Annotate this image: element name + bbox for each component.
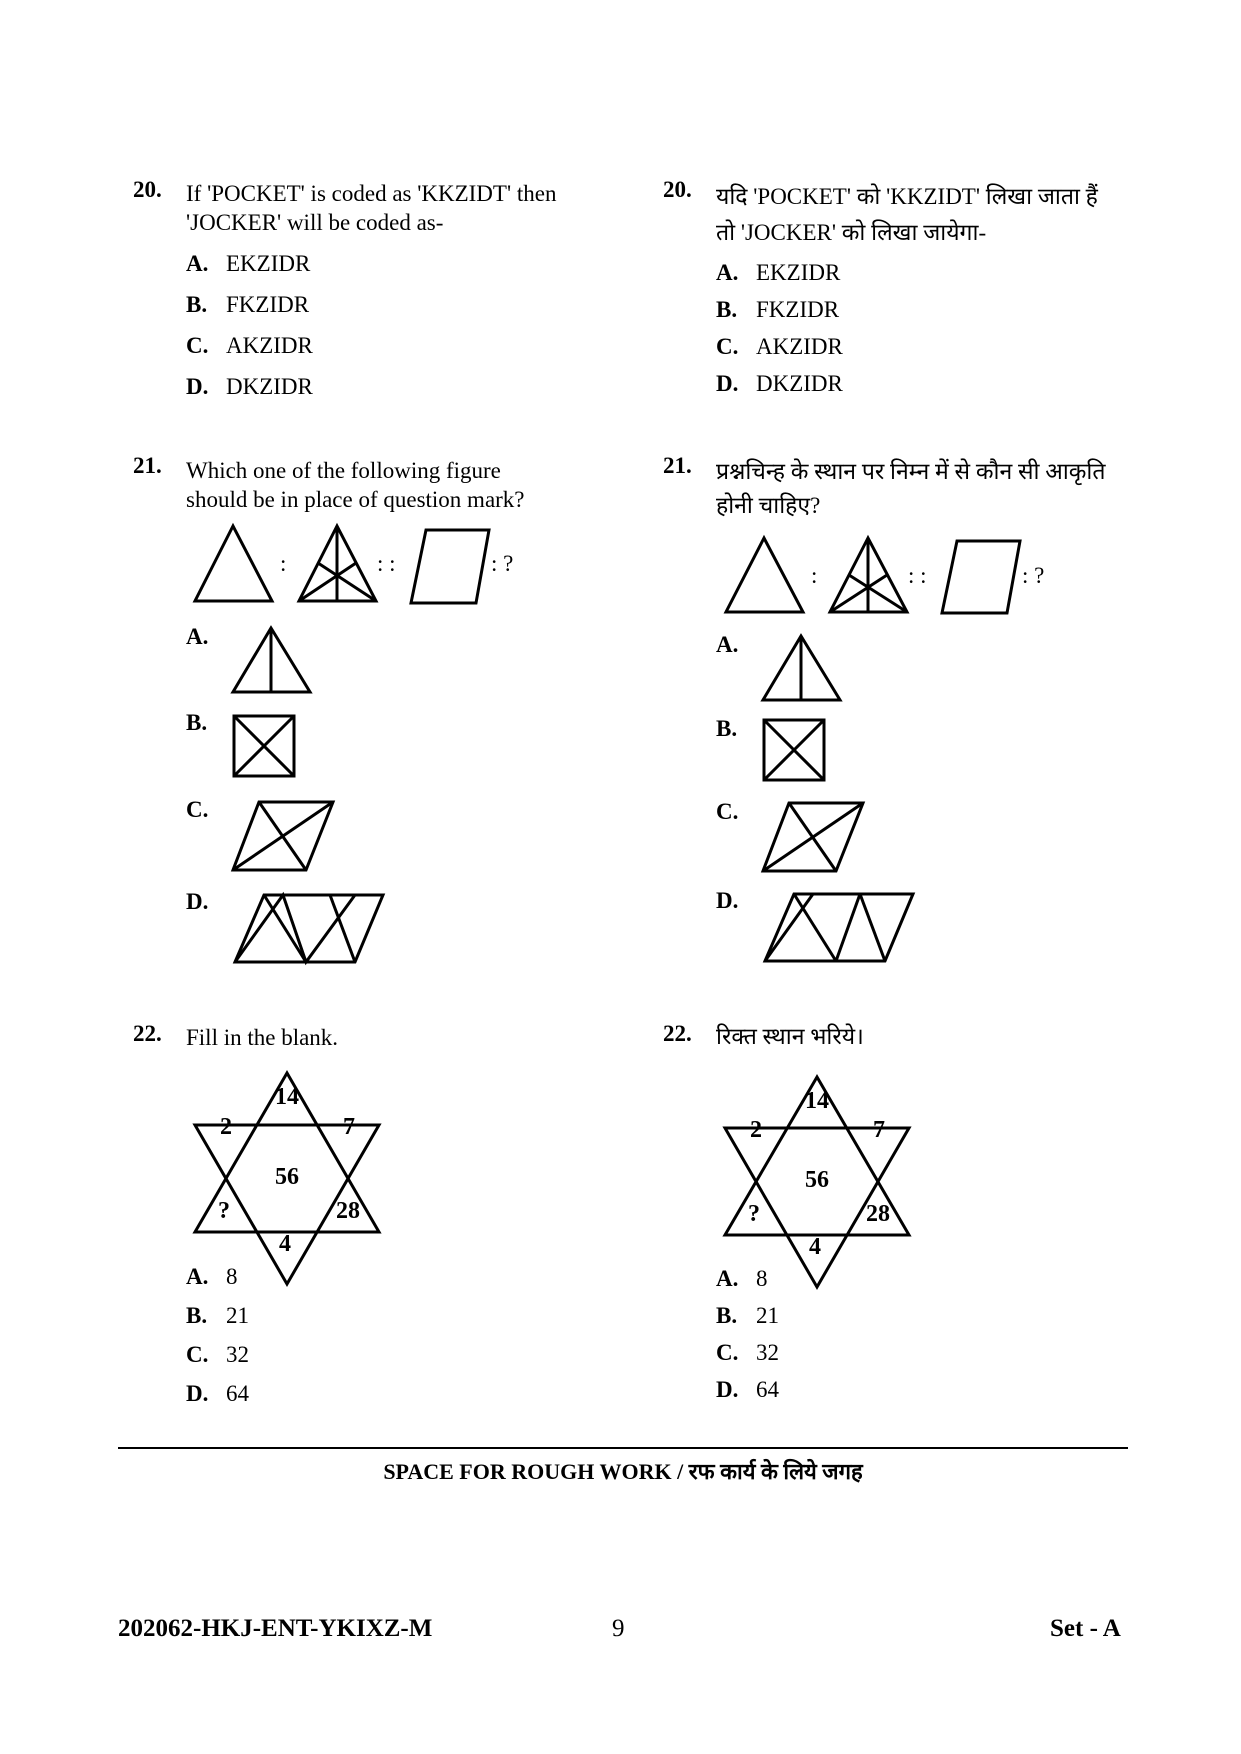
- q22-option-b-en: B. 21: [186, 1303, 249, 1328]
- q20-hi-line2: तो 'JOCKER' को लिखा जायेगा-: [716, 220, 987, 245]
- q21-colon-en: :: [280, 551, 287, 576]
- q20-text-line1: If 'POCKET' is coded as 'KKZIDT' then: [186, 181, 557, 206]
- q21-text-line2: should be in place of question mark?: [186, 487, 525, 512]
- q21-option-b-label-en: B.: [186, 710, 208, 735]
- q21-question-mark-hi: : ?: [1022, 563, 1045, 588]
- q21-question-mark-en: : ?: [491, 551, 514, 576]
- svg-text:2: 2: [750, 1117, 762, 1143]
- svg-text:14: 14: [805, 1088, 829, 1114]
- q22-number-en: 22.: [133, 1021, 162, 1046]
- q20-number-hi: 20.: [663, 177, 692, 202]
- q22-option-b-hi: B. 21: [716, 1303, 779, 1328]
- svg-text:28: 28: [866, 1201, 890, 1227]
- q20-question-hi: [716, 179, 1098, 251]
- option-d-figure-hi: [765, 894, 913, 961]
- q20-number-en: 20.: [133, 177, 162, 202]
- analogy-parallelogram: [411, 530, 489, 603]
- q21-option-c-label-hi: C.: [716, 799, 739, 824]
- q22-option-d-hi: D. 64: [716, 1377, 779, 1402]
- q21-question-hi: [716, 455, 1105, 523]
- star-bottom: 4: [279, 1231, 291, 1257]
- q21-option-b-label-hi: B.: [716, 716, 738, 741]
- q20-option-c-en: C. AKZIDR: [186, 333, 313, 358]
- footer-code: 202062-HKJ-ENT-YKIXZ-M: [118, 1615, 433, 1642]
- q21-option-c-label-en: C.: [186, 797, 209, 822]
- svg-text:?: ?: [748, 1201, 760, 1227]
- q20-hi-line1: यदि 'POCKET' को 'KKZIDT' लिखा जाता हैं: [716, 184, 1098, 209]
- q21-question-en: [186, 456, 525, 514]
- star-center: 56: [275, 1164, 299, 1190]
- svg-text:56: 56: [805, 1167, 829, 1193]
- svg-text:4: 4: [809, 1234, 821, 1260]
- q20-option-d-hi: D. DKZIDR: [716, 371, 843, 396]
- star-lower-right: 28: [336, 1198, 360, 1224]
- q20-option-a-en: A. EKZIDR: [186, 251, 311, 276]
- q22-option-c-hi: C. 32: [716, 1340, 779, 1365]
- footer-set: Set - A: [1050, 1615, 1121, 1642]
- q20-option-a-hi: A. EKZIDR: [716, 260, 841, 285]
- star-lower-left: ?: [218, 1198, 230, 1224]
- star-top: 14: [275, 1084, 299, 1110]
- q20-option-d-en: D. DKZIDR: [186, 374, 313, 399]
- q22-question-hi: रिक्त स्थान भरिये।: [716, 1024, 864, 1049]
- q21-number-en: 21.: [133, 453, 162, 478]
- q21-colon-hi: :: [811, 563, 818, 588]
- option-a-figure-hi: [763, 636, 840, 700]
- q21-hi-line1: प्रश्नचिन्ह के स्थान पर निम्न में से कौन सी आकृति: [716, 459, 1106, 484]
- footer-page-number: 9: [612, 1615, 625, 1642]
- rough-work-divider: [118, 1447, 1128, 1449]
- q21-double-colon-en: : :: [377, 551, 396, 576]
- option-a-figure: [233, 628, 310, 692]
- q22-option-a-en: A. 8: [186, 1264, 238, 1289]
- q22-option-d-en: D. 64: [186, 1381, 249, 1406]
- q22-option-a-hi: A. 8: [716, 1266, 768, 1291]
- q21-text-line1: Which one of the following figure: [186, 458, 501, 483]
- star-upper-right: 7: [343, 1114, 355, 1140]
- q20-option-b-hi: B. FKZIDR: [716, 297, 840, 322]
- q20-option-c-hi: C. AKZIDR: [716, 334, 843, 359]
- q22-option-c-en: C. 32: [186, 1342, 249, 1367]
- q20-text-line2: 'JOCKER' will be coded as-: [186, 210, 444, 235]
- star-upper-left: 2: [220, 1114, 232, 1140]
- q22-number-hi: 22.: [663, 1021, 692, 1046]
- q21-option-a-label-en: A.: [186, 624, 209, 649]
- q22-question-en: Fill in the blank.: [186, 1025, 339, 1050]
- rough-work-label: SPACE FOR ROUGH WORK / रफ कार्य के लिये जगह: [383, 1459, 863, 1484]
- q21-option-d-label-hi: D.: [716, 888, 739, 913]
- q21-option-a-label-hi: A.: [716, 632, 739, 657]
- q21-option-d-label-en: D.: [186, 889, 209, 914]
- option-b-figure: [234, 716, 294, 776]
- option-b-figure-hi: [764, 720, 824, 780]
- option-c-figure: [233, 802, 333, 870]
- analogy-triangle: [195, 526, 272, 601]
- q21-number-hi: 21.: [663, 453, 692, 478]
- svg-text:7: 7: [873, 1117, 885, 1143]
- q21-double-colon-hi: : :: [908, 563, 927, 588]
- option-d-figure: [235, 895, 383, 962]
- q21-hi-line2: होनी चाहिए?: [716, 493, 821, 518]
- q20-option-b-en: B. FKZIDR: [186, 292, 310, 317]
- q20-question-en: [186, 179, 556, 237]
- option-c-figure-hi: [763, 803, 863, 871]
